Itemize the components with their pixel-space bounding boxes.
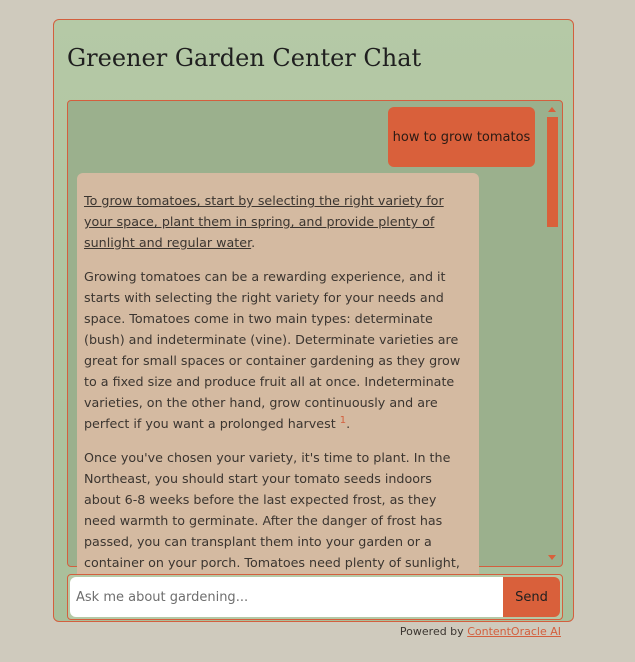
page-title: Greener Garden Center Chat	[67, 44, 422, 72]
scroll-thumb[interactable]	[547, 117, 558, 227]
bot-message	[77, 173, 479, 593]
chat-input-row	[67, 574, 563, 620]
message-scrollbar[interactable]	[547, 105, 557, 562]
bot-paragraph-1-end: .	[346, 416, 351, 431]
powered-by	[400, 625, 561, 638]
contentoracle-link[interactable]: ContentOracle AI	[467, 625, 561, 638]
bot-paragraph-2: Once you've chosen your variety, it's time to plant. In the Northeast, you should start your tomato seeds indoors about 6-8 weeks before the last expected frost, as they need warmth to germinate. After the danger of frost has passed, you can transplant them into your garden or a container on your porch. Tomatoes need plenty of sunlight,	[84, 450, 460, 570]
chat-widget	[53, 19, 574, 622]
user-message	[388, 107, 535, 167]
citation-link[interactable]: 1	[339, 414, 347, 426]
bot-paragraph-1-text: Growing tomatoes can be a rewarding experience, and it starts with selecting the right variety for your needs and space. Tomatoes come in two main types: determinate (bush) and indeterminate (vine). Determinate varieties are great for small spaces or container gardening as they grow to a fixed size and produce fruit all at once. Indeterminate varieties, on the other hand, grow continuously and are perfect if you want a prolonged harvest	[84, 269, 461, 431]
message-list[interactable]	[67, 100, 563, 570]
scroll-up-arrow-icon[interactable]	[548, 107, 556, 112]
powered-by-text: Powered by	[399, 625, 464, 638]
bot-summary-paragraph	[84, 190, 472, 253]
scroll-down-arrow-icon[interactable]	[548, 555, 556, 560]
chat-input[interactable]	[70, 577, 504, 617]
send-button[interactable]: Send	[503, 577, 560, 617]
bot-summary-end: .	[251, 235, 256, 250]
user-message-text: how to grow tomatos	[392, 129, 531, 145]
bot-paragraph-1	[84, 266, 472, 434]
bot-summary-link[interactable]: To grow tomatoes, start by selecting the right variety for your space, plant them in spring, and provide plenty of sunlight and regular water	[84, 193, 444, 250]
